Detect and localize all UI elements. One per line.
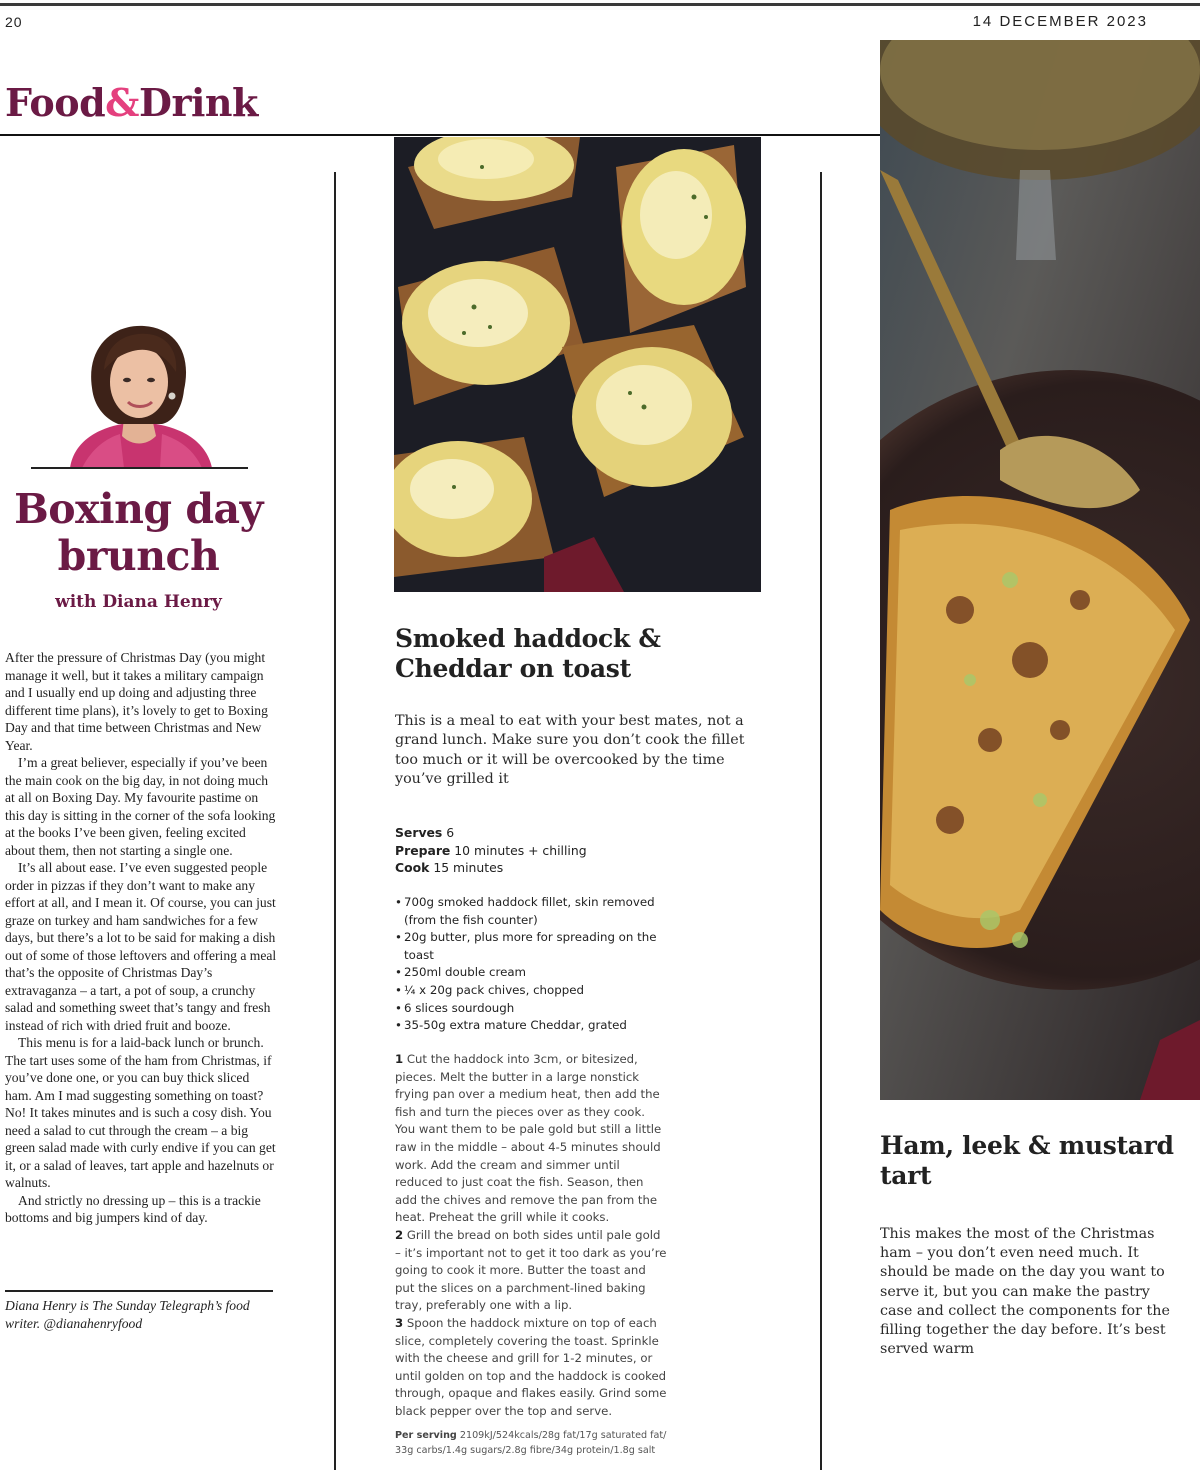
method-step [395, 1227, 667, 1315]
issue-date: 14 DECEMBER 2023 [972, 13, 1148, 30]
article-paragraph: It’s all about ease. I’ve even suggested people order in pizzas if they don’t want to make any effort at all, and I mean it. Of course, you can just graze on turkey and ham sandwiches for a few days, but there’s a lot to be said for making a dish out of some of those leftovers and offering a meal that’s the opposite of Christmas Day’s extravaganza – a tart, a pot of soup, a crunchy salad and something sweet that’s tangy and fresh instead of rich with dried fruit and booze. [5, 860, 277, 1033]
ingredient-item: • 35-50g extra mature Cheddar, grated [395, 1017, 685, 1035]
recipe-title: Ham, leek & mustard tart [880, 1131, 1174, 1190]
article-paragraph: And strictly no dressing up – this is a trackie bottoms and big jumpers kind of day. [5, 1192, 261, 1225]
ingredient-item: • 20g butter, plus more for spreading on the toast [395, 929, 685, 964]
byline: with Diana Henry [55, 592, 222, 612]
section-masthead [5, 80, 258, 126]
ingredient-item: • 250ml double cream [395, 964, 685, 982]
step-number: 3 [395, 1315, 404, 1330]
headline-line-1: Boxing day [14, 485, 263, 533]
method-step [395, 1315, 667, 1421]
nutrition-info [395, 1428, 667, 1458]
cook-label: Cook [395, 860, 430, 876]
top-rule [0, 3, 1200, 6]
article-paragraph: This menu is for a laid-back lunch or brunch. The tart uses some of the ham from Christmas, if you’ve done one, or you can buy thick sliced ham. Am I mad suggesting something on toast? No! It takes minutes and is such a cosy dish. You need a salad to cut through the cream – a big green salad made with curly endive if you can get it, or a salad of leaves, tart apple and hazelnuts or walnuts. [5, 1035, 276, 1190]
nutrition-value: 2109kJ/524kcals/28g fat/17g saturated fat/ 33g carbs/1.4g sugars/2.8g fibre/34g protein/1.8g salt [395, 1430, 667, 1456]
bio-rule [5, 1290, 273, 1292]
masthead-drink: Drink [138, 80, 258, 125]
ingredient-item: • ¼ x 20g pack chives, chopped [395, 982, 685, 1000]
serves-value: 6 [446, 825, 455, 840]
column-divider-left [334, 172, 336, 1470]
cook-row [395, 859, 695, 877]
page-number: 20 [5, 14, 23, 30]
masthead-food: Food [5, 80, 106, 125]
cook-value: 15 minutes [433, 860, 504, 876]
ham-leek-tart-photo [880, 40, 1200, 1100]
step-text: Spoon the haddock mixture on top of each slice, completely covering the toast. Sprinkle with the cheese and grill for 1-2 minutes, or until golden on top and the haddock is cooked through, opaque and flakes easily. Grind some black pepper over the top and serve. [395, 1315, 667, 1418]
prepare-value: 10 minutes + chilling [454, 842, 587, 858]
recipe-title: Smoked haddock & Cheddar on toast [395, 624, 661, 683]
author-photo [52, 318, 226, 468]
recipe-intro: This is a meal to eat with your best mates, not a grand lunch. Make sure you don’t cook the fillet too much or it will be overcooked by the time you’ve grilled it [395, 713, 745, 788]
serves-label: Serves [395, 825, 443, 840]
step-number: 1 [395, 1052, 404, 1066]
feature-headline [0, 486, 277, 580]
recipe-meta [395, 824, 695, 877]
feature-article [5, 649, 277, 1227]
ingredients-list [395, 894, 685, 1035]
nutrition-label: Per serving [395, 1430, 457, 1441]
article-paragraph: After the pressure of Christmas Day (you might manage it well, but it takes a military campaign and I usually end up doing and adjusting three different time plans), it’s lovely to get to Boxing Day and that time between Christmas and New Year. [5, 650, 268, 753]
article-paragraph: I’m a great believer, especially if you’ve been the main cook on the big day, in not doing much at all on Boxing Day. My favourite pastime on this day is sitting in the corner of the sofa looking at the books I’ve been given, feeling excited about them, then not starting a single one. [5, 755, 276, 858]
prepare-row [395, 842, 695, 860]
serves-row [395, 824, 695, 842]
step-text: Cut the haddock into 3cm, or bitesized, pieces. Melt the butter in a large nonstick frying pan over a medium heat, then add the fish and turn the pieces over as they cook. You want them to be pale gold but still a little raw in the middle – about 4-5 minutes should work. Add the cream and simmer until reduced to just coat the fish. Season, then add the chives and remove the pan from the heat. Preheat the grill while it cooks. [395, 1052, 662, 1225]
ingredient-item: • 6 slices sourdough [395, 1000, 685, 1018]
recipe-intro: This makes the most of the Christmas ham – you don’t even need much. It should be made on the day you want to serve it, but you can make the pastry case and collect the components for the filling together the day before. It’s best served warm [880, 1226, 1170, 1358]
method-step [395, 1051, 667, 1227]
column-divider-right [820, 172, 822, 1470]
headline-line-2: brunch [57, 532, 220, 580]
smoked-haddock-toasts-photo [394, 137, 761, 592]
step-number: 2 [395, 1227, 404, 1242]
masthead-rule [0, 134, 880, 136]
masthead-ampersand: & [105, 80, 139, 125]
author-bio: Diana Henry is The Sunday Telegraph’s food writer. @dianahenryfood [5, 1298, 250, 1331]
step-text: Grill the bread on both sides until pale gold – it’s important not to get it too dark as you’re going to cook it more. Butter the toast and put the slices on a parchment-lined baking tray, preferably one with a lip. [395, 1227, 667, 1313]
method-steps [395, 1051, 667, 1420]
ingredient-item: • 700g smoked haddock fillet, skin removed (from the fish counter) [395, 894, 685, 929]
author-photo-rule [31, 467, 248, 469]
prepare-label: Prepare [395, 842, 451, 858]
